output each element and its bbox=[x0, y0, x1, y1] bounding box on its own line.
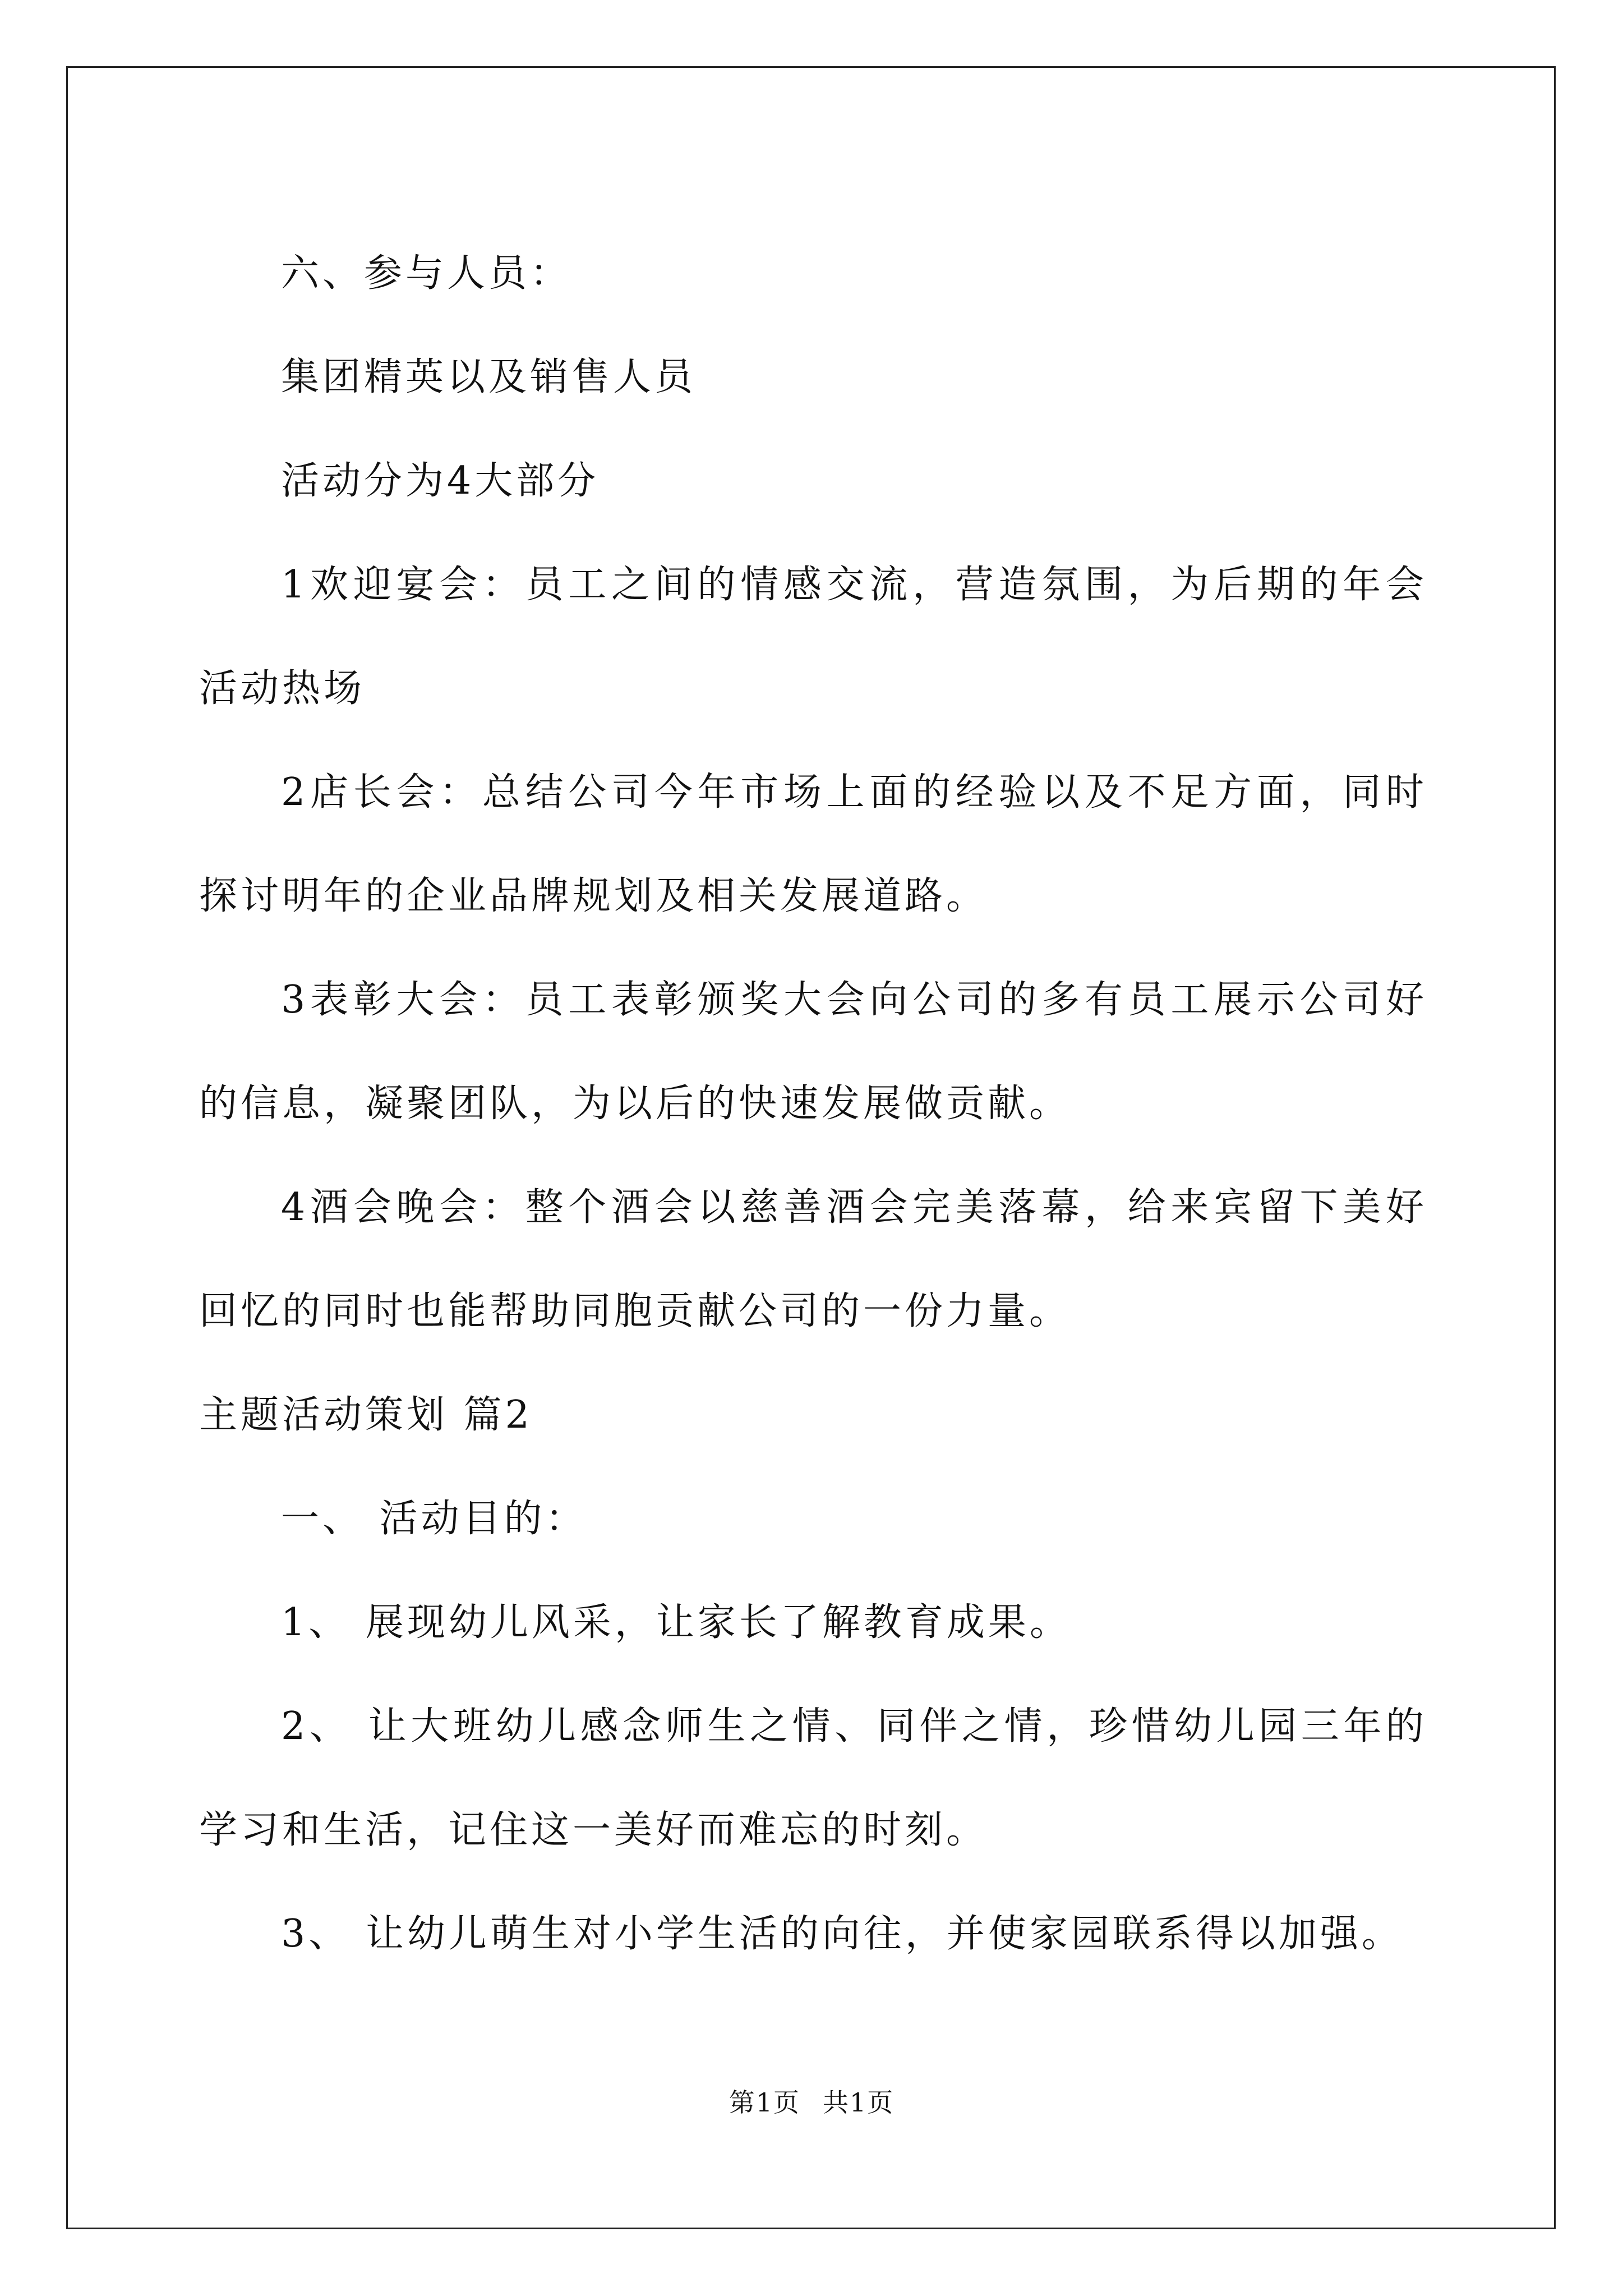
paragraph-participants-heading: 六、参与人员： bbox=[281, 251, 572, 296]
paragraph-commendation-meeting: 3表彰大会：员工表彰颁奖大会向公司的多有员工展示公司好的信息，凝聚团队，为以后的快速发展做贡献。 bbox=[199, 978, 1427, 1126]
page-footer bbox=[0, 2082, 1623, 2119]
page-number-total: 共1页 bbox=[823, 2087, 895, 2118]
paragraph-cocktail-party: 4酒会晚会：整个酒会以慈善酒会完美落幕，给来宾留下美好回忆的同时也能帮助同胞贡献公司的一份力量。 bbox=[199, 1185, 1427, 1333]
paragraph-participants: 集团精英以及销售人员 bbox=[281, 355, 697, 399]
paragraph-activity-parts: 活动分为4大部分 bbox=[281, 459, 600, 503]
paragraph-welcome-banquet: 1欢迎宴会：员工之间的情感交流，营造氛围，为后期的年会活动热场 bbox=[199, 563, 1427, 711]
list-item-purpose-3: 3、 让幼儿萌生对小学生活的向往，并使家园联系得以加强。 bbox=[281, 1912, 1403, 1956]
list-item-purpose-2: 2、 让大班幼儿感念师生之情、同伴之情，珍惜幼儿园三年的学习和生活，记住这一美好而难忘的时刻。 bbox=[199, 1704, 1427, 1852]
paragraph-store-manager-meeting: 2店长会：总结公司今年市场上面的经验以及不足方面，同时探讨明年的企业品牌规划及相关发展道路。 bbox=[199, 770, 1427, 918]
document-body bbox=[199, 222, 1427, 1986]
list-item-purpose-1: 1、 展现幼儿风采，让家长了解教育成果。 bbox=[281, 1600, 1071, 1645]
section-heading-plan-2: 主题活动策划 篇2 bbox=[199, 1393, 533, 1437]
page-number-current: 第1页 bbox=[728, 2087, 800, 2118]
paragraph-activity-purpose-heading: 一、 活动目的： bbox=[281, 1497, 587, 1541]
